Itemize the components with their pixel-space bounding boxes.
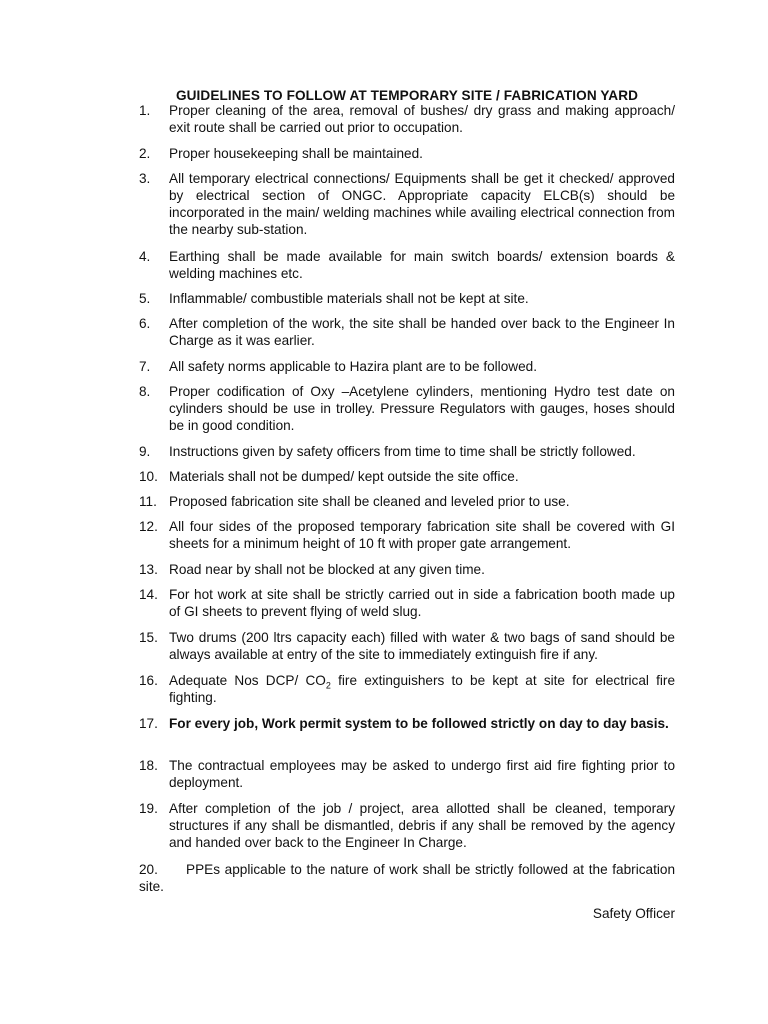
- list-item: [139, 170, 675, 238]
- item-text: All four sides of the proposed temporary fabrication site shall be covered with GI sheets for a minimum height of 10 ft with proper gate arrangement.: [169, 519, 675, 551]
- item-text-part: fire extinguishers to be kept at site for electrical fire fighting.: [169, 673, 676, 705]
- list-item: [139, 629, 675, 663]
- item-text: Proper cleaning of the area, removal of bushes/ dry grass and making approach/ exit route shall be carried out prior to occupation.: [169, 103, 675, 135]
- list-item: [139, 561, 675, 578]
- item-text: Proposed fabrication site shall be cleaned and leveled prior to use.: [169, 494, 570, 509]
- item-number: 12.: [139, 519, 158, 534]
- list-item: [139, 102, 675, 136]
- item-text: Instructions given by safety officers from time to time shall be strictly followed.: [169, 444, 636, 459]
- item-text: Road near by shall not be blocked at any given time.: [169, 562, 485, 577]
- list-item: [139, 248, 675, 282]
- item-text: Materials shall not be dumped/ kept outside the site office.: [169, 469, 519, 484]
- item-number: 14.: [139, 587, 158, 602]
- item-number: 4.: [139, 249, 151, 264]
- item-number: 8.: [139, 384, 151, 399]
- list-item: [139, 672, 675, 706]
- list-item: [139, 468, 675, 485]
- item-number: 18.: [139, 758, 158, 773]
- list-item: [139, 757, 675, 791]
- list-item: [139, 493, 675, 510]
- item-text: After completion of the work, the site shall be handed over back to the Engineer In Charge as it was earlier.: [169, 316, 675, 348]
- item-text: The contractual employees may be asked to undergo first aid fire fighting prior to deployment.: [169, 758, 675, 790]
- item-number: 11.: [139, 494, 157, 509]
- signature: Safety Officer: [592, 906, 675, 921]
- item-number: 15.: [139, 630, 158, 645]
- list-item: [139, 586, 675, 620]
- item-number: 19.: [139, 801, 158, 816]
- list-item: [139, 383, 675, 434]
- item-text: Inflammable/ combustible materials shall not be kept at site.: [169, 291, 529, 306]
- item-text: All safety norms applicable to Hazira plant are to be followed.: [169, 359, 537, 374]
- item-number: 13.: [139, 562, 158, 577]
- item-number: 7.: [139, 359, 151, 374]
- list-item: [139, 861, 675, 895]
- list-item: [139, 800, 675, 851]
- document-title: GUIDELINES TO FOLLOW AT TEMPORARY SITE / FABRICATION YARD: [175, 88, 639, 103]
- item-number: 5.: [139, 291, 151, 306]
- list-item: [139, 443, 675, 460]
- item-text: For every job, Work permit system to be followed strictly on day to day basis.: [169, 716, 669, 731]
- item-text: For hot work at site shall be strictly carried out in side a fabrication booth made up of GI sheets to prevent flying of weld slug.: [169, 587, 675, 619]
- item-number: 17.: [139, 716, 158, 731]
- list-item: [139, 290, 675, 307]
- list-item: [139, 145, 675, 162]
- item-text: Two drums (200 ltrs capacity each) filled with water & two bags of sand should be always available at entry of the site to immediately extinguish fire if any.: [169, 630, 675, 662]
- item-number: 3.: [139, 171, 151, 186]
- item-text: Earthing shall be made available for main switch boards/ extension boards & welding machines etc.: [169, 249, 675, 281]
- subscript-two: 2: [325, 680, 331, 691]
- item-text: PPEs applicable to the nature of work shall be strictly followed at the fabrication site.: [139, 862, 675, 894]
- item-number: 1.: [139, 103, 151, 118]
- item-number: 2.: [139, 146, 151, 161]
- item-number: 9.: [139, 444, 151, 459]
- item-text: After completion of the job / project, area allotted shall be cleaned, temporary structures if any shall be dismantled, debris if any shall be removed by the agency and handed over back to the Engineer In Charge.: [169, 801, 675, 850]
- item-number: 16.: [139, 673, 158, 688]
- item-number: 6.: [139, 316, 151, 331]
- list-item: [139, 358, 675, 375]
- item-number: 10.: [139, 469, 158, 484]
- list-item: [139, 315, 675, 349]
- item-text-part: Adequate Nos DCP/ CO: [169, 673, 326, 688]
- item-text: All temporary electrical connections/ Equipments shall be get it checked/ approved by electrical section of ONGC. Appropriate capacity ELCB(s) should be incorporated in the main/ welding machines while availing electrical connection from the nearby sub-station.: [169, 171, 675, 237]
- item-text: [169, 672, 675, 706]
- list-item: [139, 518, 675, 552]
- list-item: [139, 715, 675, 732]
- item-number: 20.: [139, 862, 158, 877]
- item-text: Proper housekeeping shall be maintained.: [169, 146, 423, 161]
- item-text: Proper codification of Oxy –Acetylene cylinders, mentioning Hydro test date on cylinders should be use in trolley. Pressure Regulators with gauges, hoses should be in good condition.: [169, 384, 675, 433]
